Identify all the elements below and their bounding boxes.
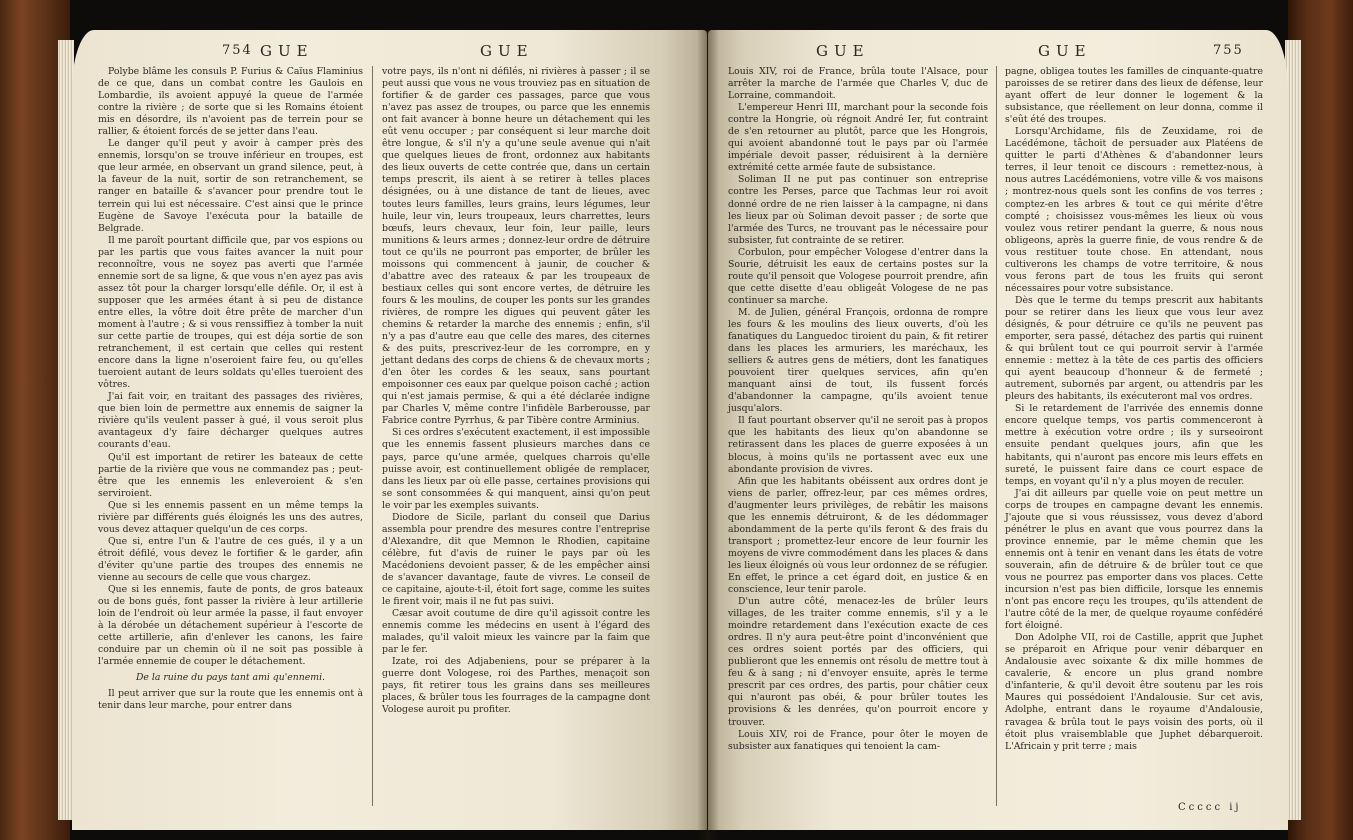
section-heading: De la ruine du pays tant ami qu'ennemi. — [135, 672, 326, 684]
paragraph: Afin que les habitants obéissent aux ordres dont je viens de parler, offrez-leur, par ces mêmes ordres, d'augmenter leurs privilèges, de rebâtir les maisons que les ennemis détruiront, & de les dédommager abondamment de la perte qu'ils feront & des frais du transport ; promettez-leur encore de leur fournir les moyens de vivre commodément dans les places & dans les lieux éloignés où vous leur ordonnez de se réfugier. En effet, le prince a cet égard doit, en justice & en conscience, leur tenir parole. — [728, 475, 988, 596]
paragraph: pagne, obligea toutes les familles de cinquante-quatre paroisses de se retirer dans des lieux de défense, leur ayant offert de leur donner le logement & la subsistance, que réellement on leur donna, comme il s'eût été des troupes. — [1005, 66, 1263, 126]
paragraph: M. de Julien, général François, ordonna de rompre les fours & les moulins des lieux ouverts, d'où les fanatiques du Languedoc tiroient du pain, & fit retirer dans les places les armuriers, les maréchaux, les selliers & autres gens de métiers, dont les fanatiques pouvoient tirer quelques services, afin qu'en manquant ainsi de tout, ils fussent forcés d'abandonner la campagne, qu'ils avoient tenue jusqu'alors. — [728, 306, 988, 415]
column-divider — [996, 66, 997, 806]
paragraph: Le danger qu'il peut y avoir à camper près des ennemis, lorsqu'on se trouve inférieur en troupes, est que leur armée, en observant un grand silence, peut, à la faveur de la nuit, sortir de son retranchement, se ranger en bataille & s'avancer pour prendre tout le terrein qui lui est nécessaire. C'est ainsi que le prince Eugène de Savoye l'exécuta pour la bataille de Belgrade. — [98, 138, 363, 234]
paragraph: Soliman II ne put pas continuer son entreprise contre les Perses, parce que Tachmas leur roi avoit donné ordre de ne rien laisser à la campagne, ni dans les lieux par où Soliman devoit passer ; de sorte que l'armée des Turcs, ne trouvant pas le nécessaire pour subsister, fut contrainte de se retirer. — [728, 174, 988, 246]
paragraph: Louis XIV, roi de France, brûla toute l'Alsace, pour arrêter la marche de l'armée que Charles V, duc de Lorraine, commandoit. — [728, 66, 988, 102]
paragraph: Louis XIV, roi de France, pour ôter le moyen de subsister aux fanatiques qui tenoient la cam- — [728, 728, 988, 752]
left-page — [72, 30, 707, 830]
left-page-number: 754 — [222, 43, 253, 58]
right-column-1 — [728, 66, 988, 753]
paragraph: Il me paroît pourtant difficile que, par vos espions ou par les partis que vous faites avancer la nuit pour reconnoître, vous ne soyez pas averti que l'armée ennemie sort de sa ligne, & que vous n'en ayez pas avis assez tôt pour la charger lorsqu'elle défile. Or, il est à supposer que les armées étant à si peu de distance entre elles, la vôtre doit être prête de marcher d'un moment à l'autre ; & si vous renssiffiez à tomber la nuit sur cette partie de troupes, qui est déja sortie de son retranchement, il est certain que celles qui restent encore dans la ligne n'oseroient faire feu, ou qu'elles tueroient autant de leurs soldats qu'elles tueroient des vôtres. — [98, 234, 363, 391]
paragraph: Cæsar avoit coutume de dire qu'il agissoit contre les ennemis comme les médecins en usent à l'égard des malades, qu'il valoit mieux les vaincre par la faim que par le fer. — [382, 608, 650, 656]
paragraph: Si le retardement de l'arrivée des ennemis donne encore quelque temps, vos partis commenceront à mettre à exécution votre ordre ; ils y surseoiront ensuite pendant quelques jours, afin que les habitants, qui n'auront pas encore mis leurs effets en sureté, le puissent faire dans ce court espace de temps, en voyant qu'il n'y a plus moyen de reculer. — [1005, 403, 1263, 487]
column-divider — [372, 66, 373, 806]
right-header-col2: GUE — [1038, 42, 1092, 60]
left-header-col1: GUE — [260, 42, 314, 60]
paragraph: Diodore de Sicile, parlant du conseil que Darius assembla pour prendre des mesures contre l'entreprise d'Alexandre, dit que Memnon le Rhodien, capitaine célèbre, fut d'avis de ruiner le pays par où les Macédoniens devoient passer, & de les empêcher ainsi de s'avancer davantage, faute de vivres. Le conseil de ce capitaine, ajoute-t-il, étoit fort sage, comme les suites le firent voir, mais il ne fut pas suivi. — [382, 511, 650, 608]
paragraph: J'ai dit ailleurs par quelle voie on peut mettre un corps de troupes en campagne devant les ennemis. J'ajoute que si vous réussissez, vous devez d'abord pénétrer le plus en avant que vous pourrez dans la province ennemie, par le même chemin que les ennemis ont à tenir en venant dans les états de votre souverain, afin de détruire & de brûler tout ce que vous ne pourrez pas emporter dans vos places. Cette incursion n'est pas bien difficile, lorsque les ennemis n'ont pas encore reçu les troupes, qu'ils attendent de l'autre côté de la mer, de quelque royaume confédéré fort éloigné. — [1005, 487, 1263, 632]
left-column-2 — [382, 66, 650, 717]
paragraph: L'empereur Henri III, marchant pour la seconde fois contre la Hongrie, où régnoit André Ier, fut contraint de s'en retourner au plutôt, parce que les Hongrois, qui avoient abandonné tout le pays par où l'armée impériale devoit passer, réduisirent à la dernière extrémité cette armée faute de subsistance. — [728, 102, 988, 174]
paragraph: Il faut pourtant observer qu'il ne seroit pas à propos que les habitants des lieux qu'on abandonne se retirassent dans les places de guerre exposées à un blocus, à moins qu'ils ne portassent avec eux une abondante provision de vivres. — [728, 415, 988, 475]
paragraph: Lorsqu'Archidame, fils de Zeuxidame, roi de Lacédémone, tâchoit de persuader aux Platéens de quitter le parti d'Athènes & d'abandonner leurs terres, il leur tenoit ce discours : remettez-nous, à nous autres Lacédémoniens, votre ville & vos maisons ; montrez-nous quels sont les confins de vos terres ; comptez-en les arbres & tout ce qui mérite d'être compté ; choisissez vous-mêmes les lieux où vous voulez vous retirer pendant la guerre, & nous nous obligeons, après la guerre finie, de vous rendre & de vous restituer toute chose. En attendant, nous cultiverons les champs de votre territoire, & nous vous ferons part de tous les fruits qui seront nécessaires pour votre subsistance. — [1005, 126, 1263, 294]
paragraph: Izate, roi des Adjabeniens, pour se préparer à la guerre dont Vologese, roi des Parthes, menaçoit son pays, fit retirer tous les grains dans ses meilleures places, & brûler tous les fourrages de la campagne dont Vologese auroit pu profiter. — [382, 656, 650, 716]
paragraph: Dès que le terme du temps prescrit aux habitants pour se retirer dans les lieux que vous leur avez désignés, & pour détruire ce qu'ils ne peuvent pas emporter, sera passé, détachez des partis qui ruinent & qui brûlent tout ce qui pourroit servir à l'armée ennemie : mettez à la tête de ces partis des officiers qui ayent beaucoup d'honneur & de fermeté ; autrement, subornés par argent, ou attendris par les pleurs des habitants, ils exécuteront mal vos ordres. — [1005, 294, 1263, 403]
paragraph: Que si les ennemis passent en un même temps la rivière par différents gués éloignés les uns des autres, vous devez attaquer quelqu'un de ces corps. — [98, 499, 363, 535]
paragraph: Il peut arriver que sur la route que les ennemis ont à tenir dans leur marche, pour entrer dans — [98, 688, 363, 712]
right-page-number: 755 — [1213, 43, 1244, 58]
paragraph: J'ai fait voir, en traitant des passages des rivières, que bien loin de permettre aux ennemis de saigner la rivière qu'ils veulent passer à gué, il vous seroit plus avantageux d'y faire décharger quelques autres courants d'eau. — [98, 391, 363, 451]
right-page — [708, 30, 1288, 830]
paragraph: Si ces ordres s'exécutent exactement, il est impossible que les ennemis fassent plusieurs marches dans ce pays, parce qu'une armée, quelques charrois qu'elle puisse avoir, est continuellement obligée de remplacer, dans les lieux par où elle passe, certaines provisions qui se sont consommées & qui manquent, ainsi qu'on peut le voir par les exemples suivants. — [382, 427, 650, 511]
paragraph: Polybe blâme les consuls P. Furius & Caïus Flaminius de ce que, dans un combat contre les Gaulois en Lombardie, ils avoient appuyé la queue de l'armée contre la rivière ; de sorte que si les Romains étoient mis en désordre, ils n'avoient pas de terrein pour se rallier, & étoient forcés de se jetter dans l'eau. — [98, 66, 363, 138]
paragraph: Corbulon, pour empêcher Vologese d'entrer dans la Sourie, détruisit les eaux de certains postes sur la route qu'il pensoit que Vologese pourroit prendre, afin que cette disette d'eau obligeât Vologese de ne pas continuer sa marche. — [728, 246, 988, 306]
paragraph: D'un autre côté, menacez-les de brûler leurs villages, de les traiter comme ennemis, s'il y a le moindre retardement dans l'exécution exacte de ces ordres. Il n'y aura peut-être point d'inconvénient que ces ordres soient portés par des officiers, qui publieront que les ennemis ont résolu de mettre tout à feu & à sang ; ni d'envoyer ensuite, après le terme prescrit par ces ordres, des partis, pour châtier ceux qui n'auront pas obéi, & pour brûler toutes les provisions & les denrées, qu'on pourroit encore y trouver. — [728, 596, 988, 728]
right-column-2 — [1005, 66, 1263, 753]
paragraph: Qu'il est important de retirer les bateaux de cette partie de la rivière que vous ne commandez pas ; peut-être que les ennemis les enleveroient & s'en serviroient. — [98, 451, 363, 499]
left-column-1 — [98, 66, 363, 712]
paragraph: votre pays, ils n'ont ni défilés, ni rivières à passer ; il se peut aussi que vous ne vous trouviez pas en situation de fortifier & de garder ces passages, parce que vous n'avez pas assez de troupes, ou parce que les ennemis ont fait avancer à bonne heure un détachement qui les eût venu occuper ; par conséquent si leur marche doit être longue, & s'il n'y a qu'une seule avenue qui n'ait que quelques lieues de front, ordonnez aux habitants des lieux ouverts de cette contrée que, dans un certain temps prescrit, ils aient à se retirer à telles places désignées, ou à une distance de tant de lieues, avec toutes leurs familles, leurs grains, leurs légumes, leur huile, leur vin, leurs troupeaux, leurs charrettes, leurs bœufs, leurs chevaux, leur foin, leur paille, leurs munitions & leurs armes ; donnez-leur ordre de détruire tout ce qu'ils ne pourront pas emporter, de brûler les moissons qui commencent à jaunir, de coucher & d'abattre avec des rateaux & par les troupeaux de bestiaux celles qui sont encore vertes, de détruire les fours & les moulins, de couper les ponts sur les grandes rivières, de rompre les digues qui peuvent gâter les chemins & retarder la marche des ennemis ; enfin, s'il n'y a pas d'autre eau que celle des mares, des citernes & des puits, prescrivez-leur de les corrompre, en y jettant dedans des corps de chiens & de chevaux morts ; d'en ôter les cordes & les seaux, sans pourtant empoisonner ces eaux par quelque poison caché ; action qui n'est jamais permise, & qui a été déclarée indigne par Charles V, même contre l'infidèle Barberousse, par Fabrice contre Pyrrhus, & par Tibère contre Arminius. — [382, 66, 650, 427]
left-header-col2: GUE — [480, 42, 534, 60]
paragraph: Que si les ennemis, faute de ponts, de gros bateaux ou de bons gués, font passer la rivière à leur artillerie loin de l'endroit où leur armée la passe, il faut envoyer à la dérobée un détachement supérieur à l'escorte de cette artillerie, afin d'enlever les canons, les faire conduire par un chemin où il ne soit pas possible à l'armée ennemie de couper le détachement. — [98, 584, 363, 668]
book-gutter — [697, 30, 719, 840]
paragraph: Don Adolphe VII, roi de Castille, apprit que Juphet se préparoit en Afrique pour venir débarquer en Andalousie avec soixante & dix mille hommes de cavalerie, & encore un plus grand nombre d'infanterie, & qu'il devoit être soutenu par les rois Maures qui possédoient l'Andalousie. Sur cet avis, Adolphe, entrant dans le royaume d'Andalousie, ravagea & brûla tout le pays voisin des ports, où il étoit plus vraisemblable que Juphet débarqueroit. L'Africain y prit terre ; mais — [1005, 632, 1263, 752]
signature-mark: Ccccc ij — [1178, 802, 1242, 813]
right-header-col1: GUE — [816, 42, 870, 60]
paragraph: Que si, entre l'un & l'autre de ces gués, il y a un étroit défilé, vous devez le fortifier & le garder, afin d'éviter qu'une partie des troupes des ennemis ne vienne au secours de celle que vous chargez. — [98, 535, 363, 583]
